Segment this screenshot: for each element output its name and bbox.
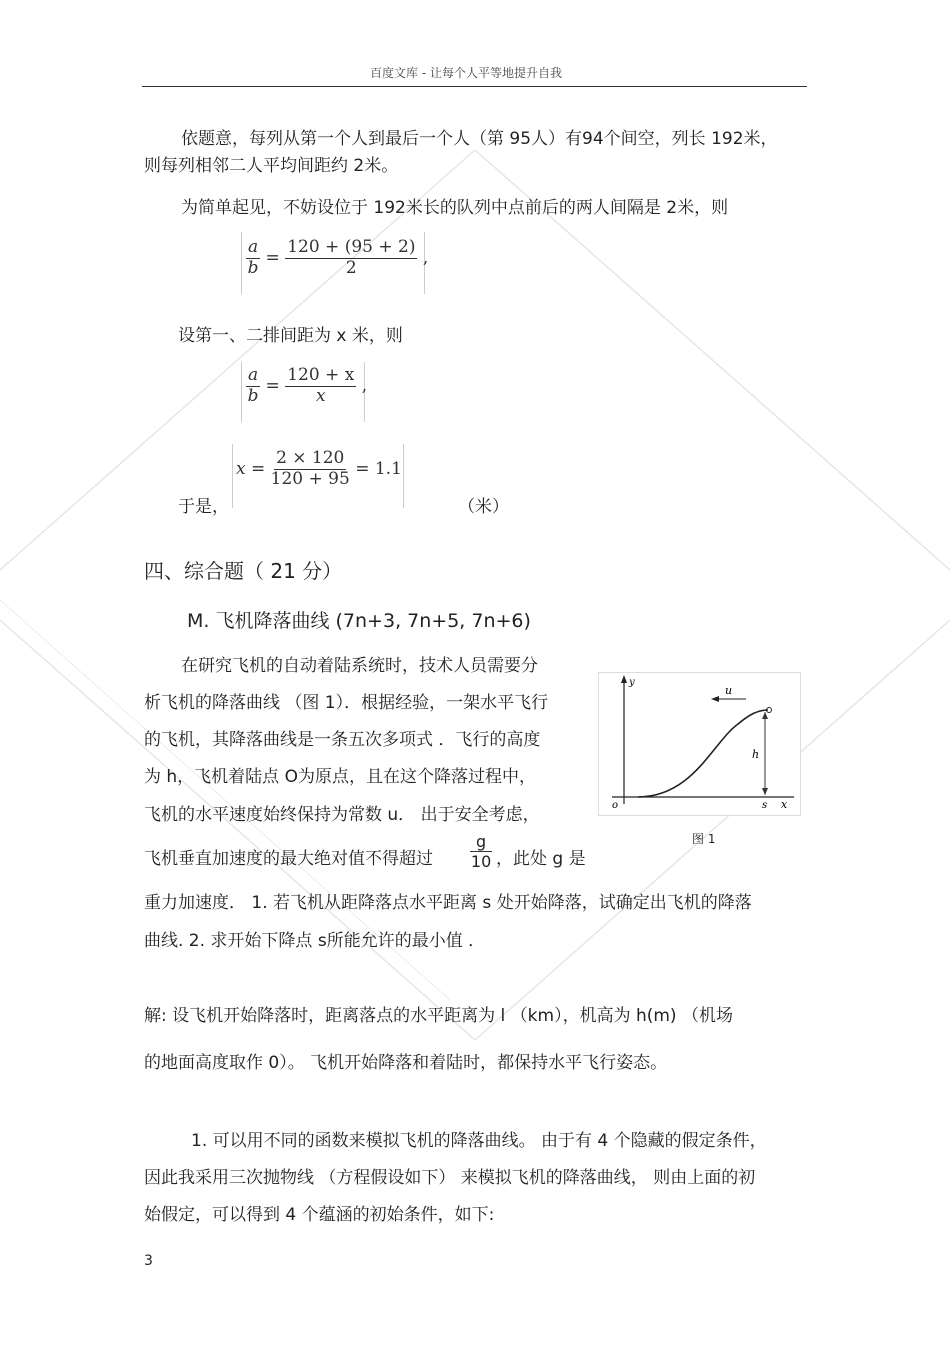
problem-line: 的飞机，其降落曲线是一条五次多项式 ．飞行的高度 <box>144 730 541 750</box>
figure-label-h: h <box>752 748 760 761</box>
problem-line: 曲线. 2. 求开始下降点 s所能允许的最小值 ． <box>144 931 486 951</box>
formula-2: $\frac{a}{b}$ = $\frac{120 + x}{x}$ , <box>247 365 368 406</box>
solution-line: 始假定，可以得到 4 个蕴涵的初始条件，如下: <box>144 1205 495 1225</box>
formula-denominator: 2 <box>345 257 357 278</box>
problem-line: 重力加速度． 1. 若飞机从距降落点水平距离 s 处开始降落，试确定出飞机的降落 <box>144 893 752 913</box>
problem-line: 析飞机的降落曲线 （图 1）．根据经验，一架水平飞行 <box>144 693 549 713</box>
problem-line: 在研究飞机的自动着陆系统时，技术人员需要分 <box>181 656 538 676</box>
figure-label-u: u <box>725 684 733 697</box>
header-rule <box>142 86 807 87</box>
paragraph-line: 设第一、二排间距为 x 米，则 <box>178 326 403 346</box>
section-title: 四、综合题（ 21 分） <box>144 559 343 583</box>
formula-numerator: 120 + x <box>287 365 355 385</box>
figure-caption: 图 1 <box>692 832 716 846</box>
paragraph-line: 依题意，每列从第一个人到最后一个人（第 95人）有94个间空，列长 192米， <box>181 129 778 149</box>
paragraph-line: 则每列相邻二人平均间距约 2米。 <box>144 156 399 176</box>
formula-denominator: b <box>247 385 259 406</box>
problem-line: ，此处 g 是 <box>496 849 586 869</box>
solution-line: 的地面高度取作 0）。 飞机开始降落和着陆时，都保持水平飞行姿态。 <box>144 1053 668 1073</box>
problem-line: 飞机的水平速度始终保持为常数 u． 出于安全考虑， <box>144 805 540 825</box>
figure-frame <box>599 673 801 816</box>
landing-curve-figure <box>598 672 803 820</box>
accel-fraction <box>470 832 492 871</box>
solution-line: 1. 可以用不同的函数来模拟飞机的降落曲线。 由于有 4 个隐藏的假定条件， <box>191 1131 767 1151</box>
figure-label-s: s <box>762 800 768 811</box>
formula-tail: , <box>422 248 429 269</box>
paragraph-prefix: 于是， <box>178 497 229 517</box>
page-header: 百度文库 - 让每个人平等地提升自我 <box>370 66 562 80</box>
formula-denominator: b <box>247 257 259 278</box>
solution-line: 解: 设飞机开始降落时，距离落点的水平距离为 l （km），机高为 h(m) （机场 <box>144 1006 733 1026</box>
paragraph-suffix: （米） <box>458 497 509 517</box>
figure-label-y: y <box>629 677 635 688</box>
fraction-numerator: g <box>470 832 492 852</box>
formula-tail: = 1.1 <box>355 459 402 480</box>
formula-1: $\frac{a}{b}$ = $\frac{120 + (95 + 2)}{2}$ , <box>247 237 429 278</box>
problem-line: 为 h，飞机着陆点 O为原点，且在这个降落过程中， <box>144 767 536 787</box>
problem-line: 飞机垂直加速度的最大绝对值不得超过 <box>144 849 433 869</box>
solution-line: 因此我采用三次抛物线 （方程假设如下） 来模拟飞机的降落曲线， 则由上面的初 <box>144 1168 756 1188</box>
formula-tail: , <box>361 376 368 397</box>
figure-label-x: x <box>781 798 788 811</box>
formula-numerator: 2 × 120 <box>276 448 345 468</box>
formula-numerator: a <box>248 237 259 257</box>
figure-label-o: o <box>612 800 619 811</box>
paragraph-line: 为简单起见，不妨设位于 192米长的队列中点前后的两人间隔是 2米，则 <box>181 198 729 218</box>
formula-denominator: x <box>315 385 326 406</box>
formula-lhs: x = <box>236 459 266 480</box>
fraction-denominator: 10 <box>470 852 492 871</box>
formula-numerator: 120 + (95 + 2) <box>287 237 416 257</box>
page-number: 3 <box>144 1253 153 1269</box>
formula-denominator: 120 + 95 <box>270 468 350 489</box>
formula-3 <box>236 449 402 489</box>
formula-numerator: a <box>248 365 259 385</box>
problem-title: M. 飞机降落曲线 (7n+3, 7n+5, 7n+6) <box>187 610 531 632</box>
